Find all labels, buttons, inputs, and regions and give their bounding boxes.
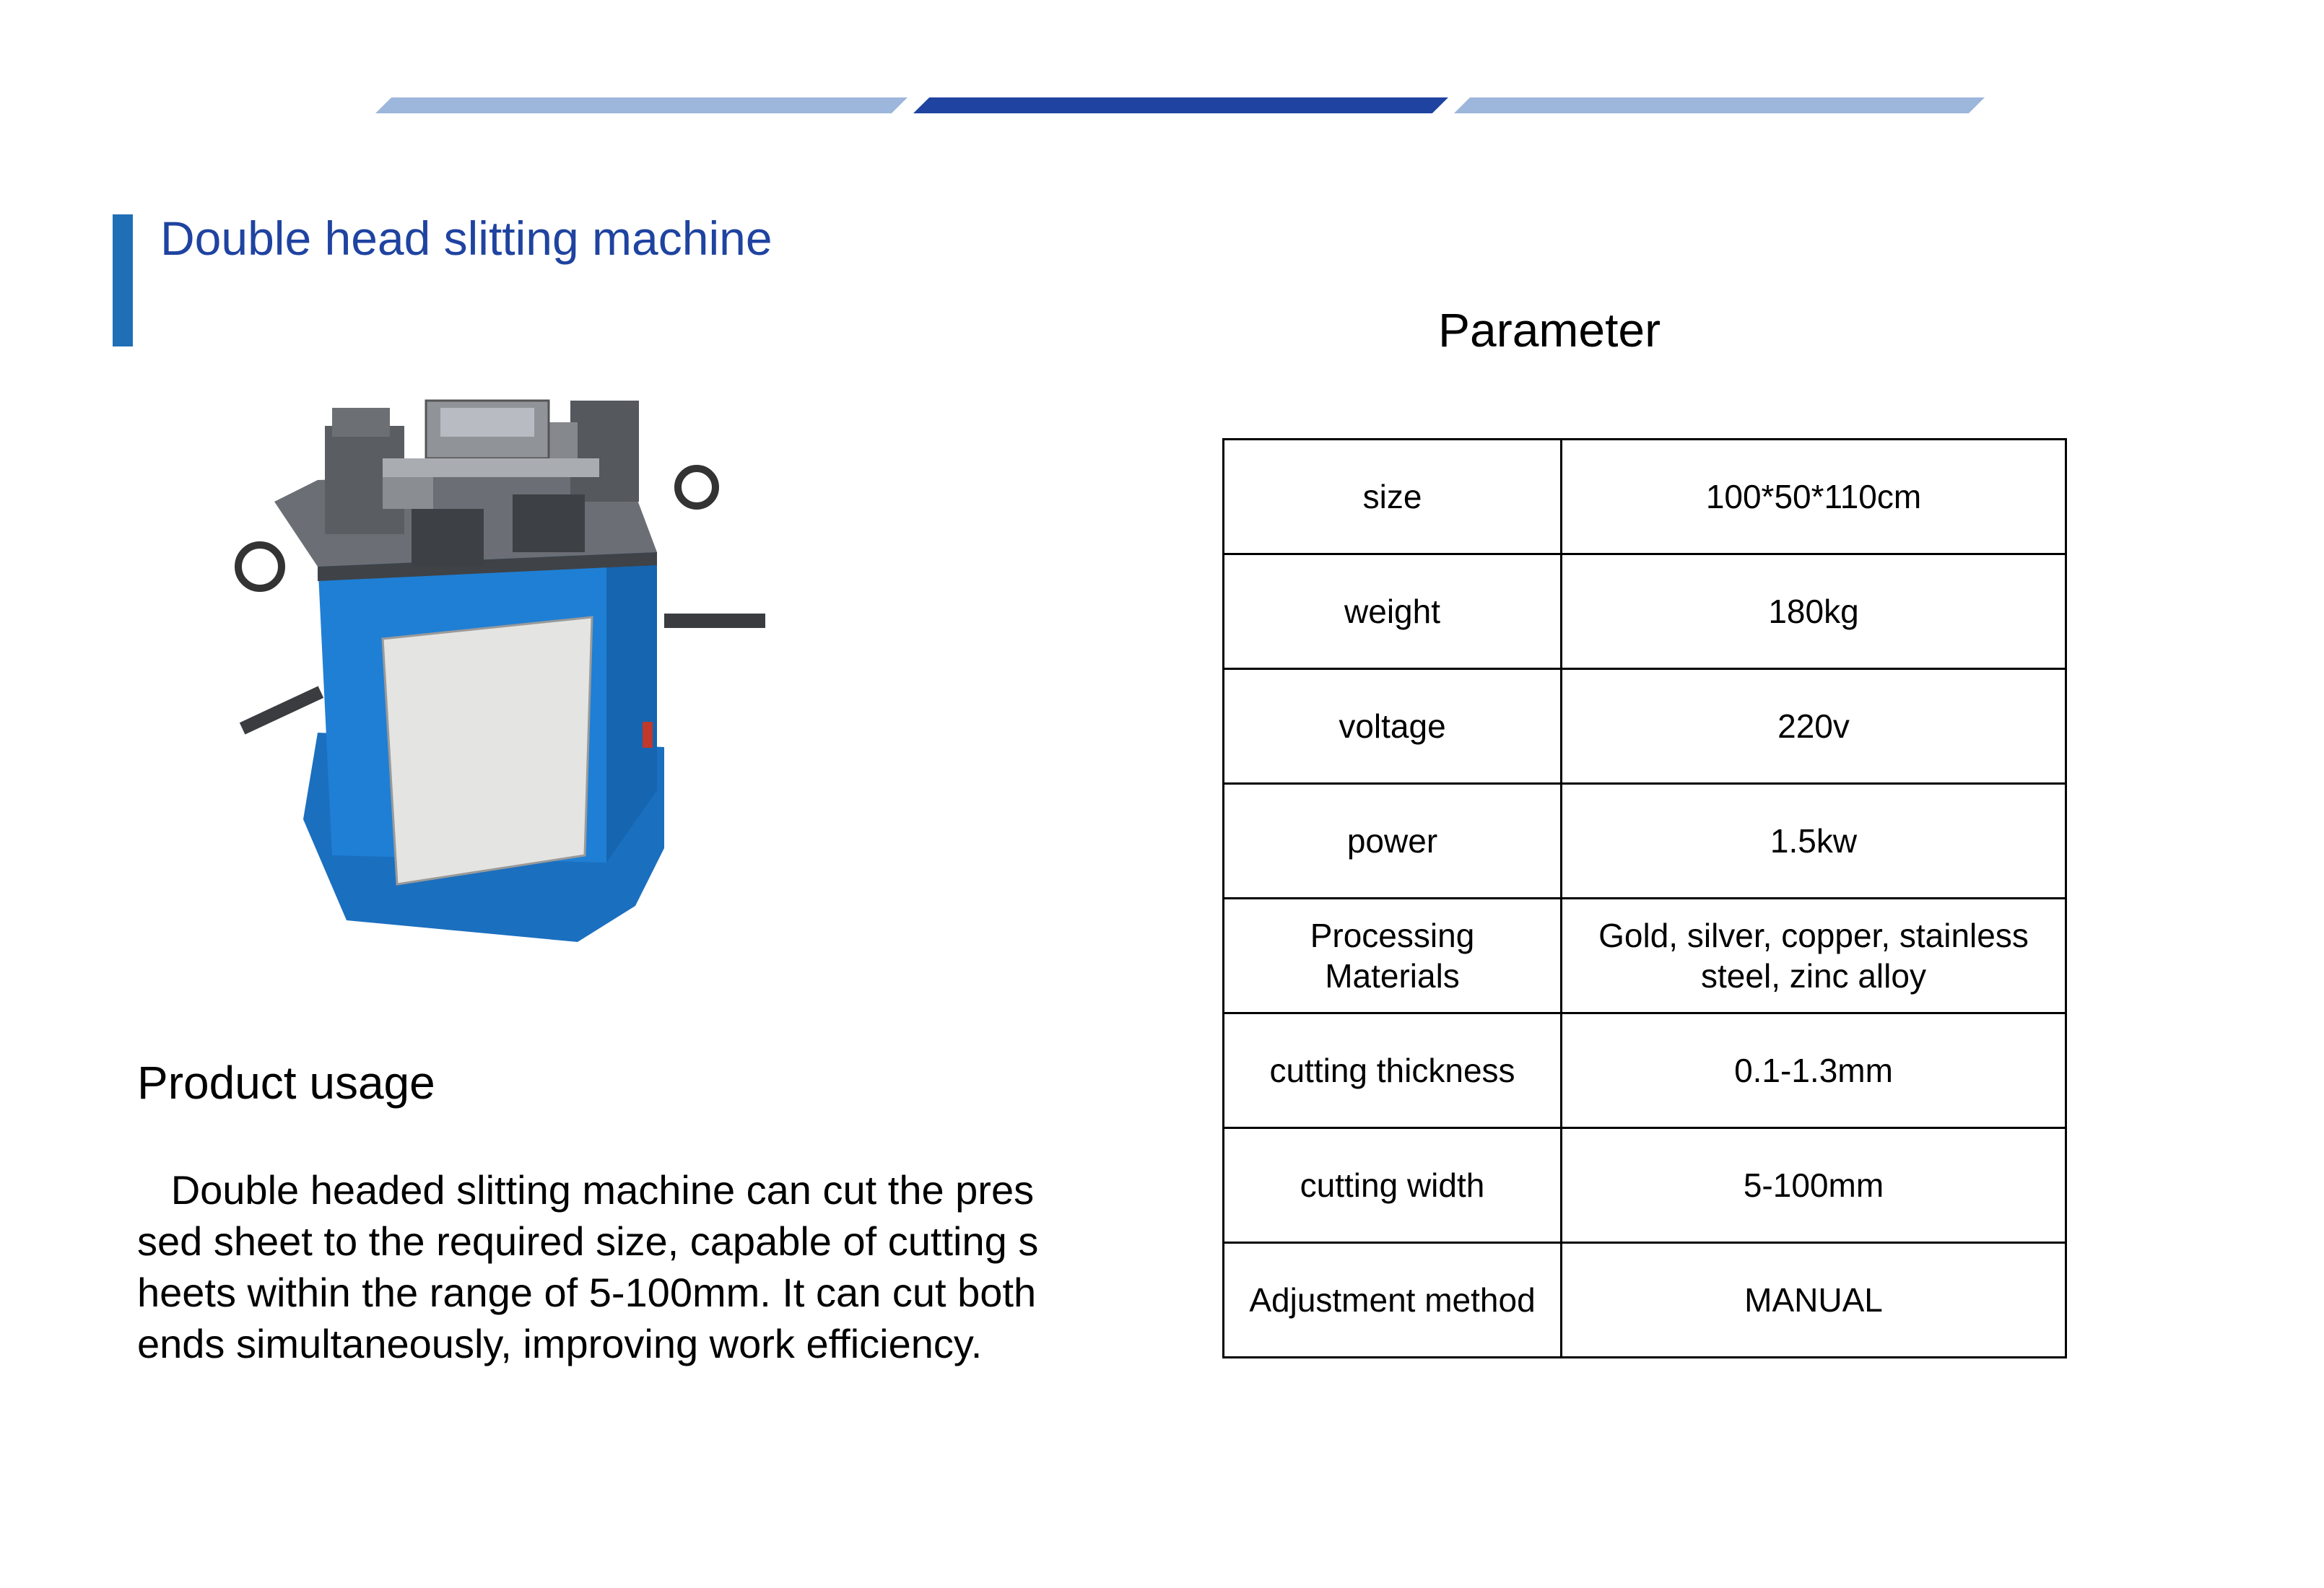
table-row <box>1224 1243 2066 1358</box>
product-usage-text: Double headed slitting machine can cut the pressed sheet to the required size, capable of cutting sheets within the range of 5-100mm. It can cut both ends simultaneously, improving work efficiency. <box>137 1167 1048 1366</box>
param-value: 5-100mm <box>1562 1128 2066 1243</box>
header-decoration-bar-left <box>375 97 908 113</box>
param-key: size <box>1224 440 1562 554</box>
header-decoration-bar-right <box>1454 97 1985 113</box>
parameter-heading: Parameter <box>1438 303 1661 357</box>
param-key: Processing Materials <box>1224 899 1562 1013</box>
param-value: 0.1-1.3mm <box>1562 1013 2066 1128</box>
param-key: Adjustment method <box>1224 1243 1562 1358</box>
machine-photo <box>231 386 794 949</box>
product-usage-heading: Product usage <box>137 1057 435 1109</box>
param-value: 1.5kw <box>1562 784 2066 899</box>
param-value: 220v <box>1562 669 2066 784</box>
param-value: MANUAL <box>1562 1243 2066 1358</box>
param-value: Gold, silver, copper, stainless steel, zinc alloy <box>1562 899 2066 1013</box>
param-value: 180kg <box>1562 554 2066 669</box>
param-key: weight <box>1224 554 1562 669</box>
param-value: 100*50*110cm <box>1562 440 2066 554</box>
table-row <box>1224 784 2066 899</box>
table-row <box>1224 669 2066 784</box>
table-row <box>1224 899 2066 1013</box>
table-row <box>1224 440 2066 554</box>
parameter-table <box>1222 438 2067 1358</box>
table-row <box>1224 1013 2066 1128</box>
title-accent-bar <box>113 214 133 346</box>
table-row <box>1224 554 2066 669</box>
page-title: Double head slitting machine <box>160 211 773 265</box>
param-key: cutting width <box>1224 1128 1562 1243</box>
param-key: power <box>1224 784 1562 899</box>
param-key: voltage <box>1224 669 1562 784</box>
table-row <box>1224 1128 2066 1243</box>
header-decoration-bar-center <box>913 97 1448 113</box>
param-key: cutting thickness <box>1224 1013 1562 1128</box>
